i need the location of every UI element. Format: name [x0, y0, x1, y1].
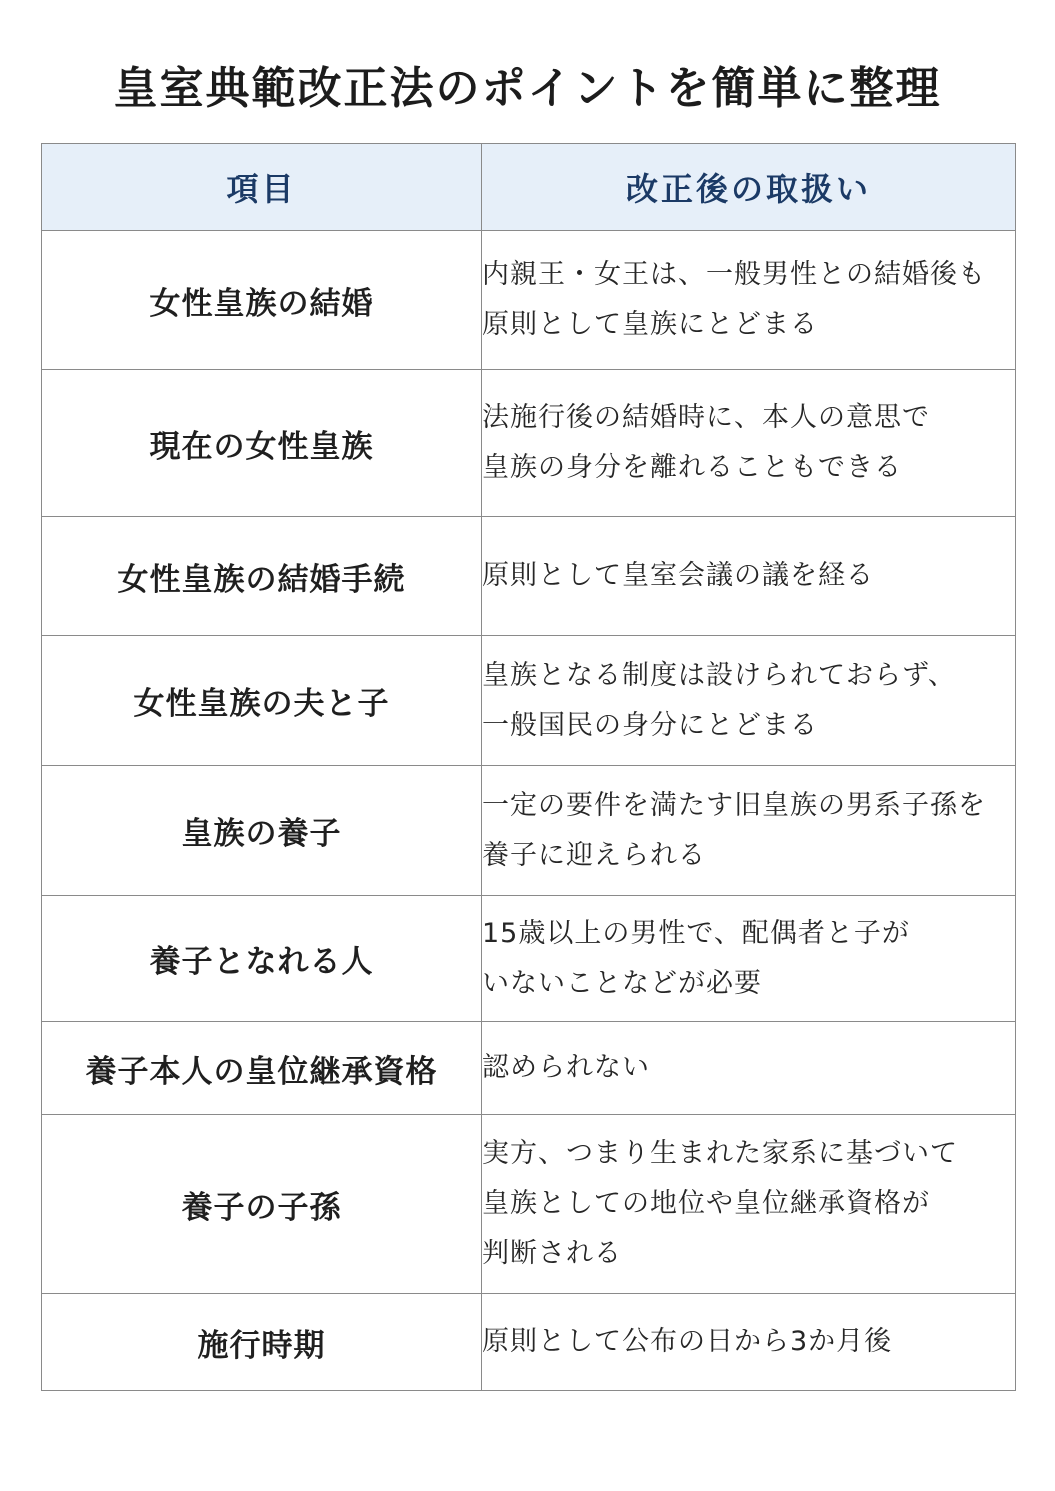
table-row	[42, 1294, 1016, 1391]
row-item-label: 皇族の養子	[42, 766, 482, 896]
row-detail-text: 内親王・女王は、一般男性との結婚後も 原則として皇族にとどまる	[482, 231, 1016, 370]
table-row	[42, 1115, 1016, 1294]
table-row	[42, 370, 1016, 517]
row-item-label: 養子となれる人	[42, 896, 482, 1022]
table-row	[42, 766, 1016, 896]
page-title: 皇室典範改正法のポイントを簡単に整理	[113, 63, 942, 114]
row-detail-text: 原則として皇室会議の議を経る	[482, 517, 1016, 636]
table-header-row	[42, 144, 1016, 231]
row-item-label: 現在の女性皇族	[42, 370, 482, 517]
table-row	[42, 1022, 1016, 1115]
table-row	[42, 636, 1016, 766]
row-detail-text: 法施行後の結婚時に、本人の意思で 皇族の身分を離れることもできる	[482, 370, 1016, 517]
row-detail-text: 15歳以上の男性で、配偶者と子が いないことなどが必要	[482, 896, 1016, 1022]
row-item-label: 女性皇族の結婚手続	[42, 517, 482, 636]
column-header-item: 項目	[42, 144, 482, 231]
row-detail-text: 一定の要件を満たす旧皇族の男系子孫を 養子に迎えられる	[482, 766, 1016, 896]
row-item-label: 女性皇族の夫と子	[42, 636, 482, 766]
points-table	[41, 143, 1016, 1391]
row-detail-text: 皇族となる制度は設けられておらず、 一般国民の身分にとどまる	[482, 636, 1016, 766]
row-item-label: 養子本人の皇位継承資格	[42, 1022, 482, 1115]
table-row	[42, 231, 1016, 370]
column-header-treatment: 改正後の取扱い	[482, 144, 1016, 231]
row-detail-text: 認められない	[482, 1022, 1016, 1115]
row-item-label: 施行時期	[42, 1294, 482, 1391]
row-detail-text: 原則として公布の日から3か月後	[482, 1294, 1016, 1391]
table-row	[42, 517, 1016, 636]
table-row	[42, 896, 1016, 1022]
row-item-label: 養子の子孫	[42, 1115, 482, 1294]
row-detail-text: 実方、つまり生まれた家系に基づいて 皇族としての地位や皇位継承資格が 判断される	[482, 1115, 1016, 1294]
row-item-label: 女性皇族の結婚	[42, 231, 482, 370]
